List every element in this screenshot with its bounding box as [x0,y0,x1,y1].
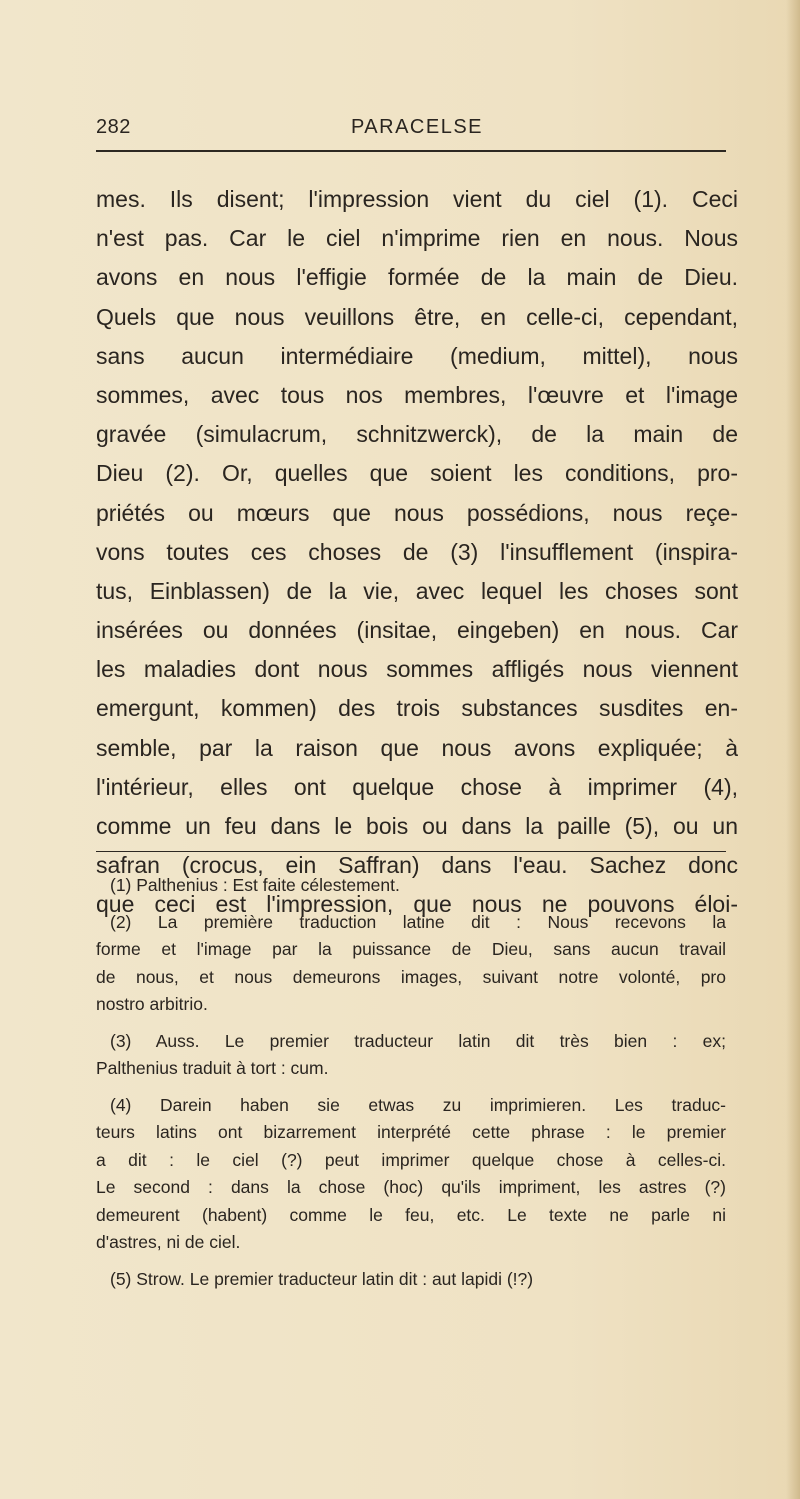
text-line: l'intérieur, elles ont quelque chose à imprimer (4), [96,773,738,800]
text-line: priétés ou mœurs que nous possédions, nous reçe- [96,499,738,526]
text-line: que ceci est l'impression, que nous ne pouvons éloi- [96,891,738,918]
page-header [96,116,738,144]
text-line: avons en nous l'effigie formée de la main de Dieu. [96,264,738,291]
footnote-line: nostro arbitrio. [96,994,208,1014]
footnote-line: teurs latins ont bizarrement interprété cette phrase : le premier [96,1122,726,1142]
footnotes [96,872,726,1302]
footnote-4 [96,1092,726,1257]
text-line: emergunt, kommen) des trois substances susdites en- [96,695,738,722]
footnote-line: Palthenius traduit à tort : cum. [96,1058,329,1078]
footnote-line: Le second : dans la chose (hoc) qu'ils impriment, les astres (?) [96,1177,726,1197]
footnote-line: d'astres, ni de ciel. [96,1232,241,1252]
footnote-line: demeurent (habent) comme le feu, etc. Le texte ne parle ni [96,1204,726,1225]
footnote-line: a dit : le ciel (?) peut imprimer quelque chose à celles-ci. [96,1149,726,1170]
text-line: n'est pas. Car le ciel n'imprime rien en nous. Nous [96,225,738,252]
text-line: insérées ou données (insitae, eingeben) en nous. Car [96,617,738,644]
text-line: sans aucun intermédiaire (medium, mittel), nous [96,342,738,369]
text-line: safran (crocus, ein Saffran) dans l'eau. Sachez donc [96,852,738,879]
footnote-rule [96,851,726,852]
text-line: sommes, avec tous nos membres, l'œuvre et l'image [96,381,738,408]
text-line: mes. Ils disent; l'impression vient du ciel (1). Ceci [96,186,738,212]
text-line: semble, par la raison que nous avons expliquée; à [96,734,738,761]
footnote-line: (5) Strow. Le premier traducteur latin dit : aut lapidi (!?) [110,1268,534,1289]
text-line: comme un feu dans le bois ou dans la paille (5), ou un [96,813,738,839]
text-line: tus, Einblassen) de la vie, avec lequel les choses sont [96,577,738,604]
footnote-1 [96,872,726,900]
page-number: 282 [96,116,131,138]
text-line: Quels que nous veuillons être, en celle-ci, cependant, [96,303,738,330]
footnote-3 [96,1028,726,1083]
header-rule [96,150,726,152]
footnote-2 [96,909,726,1019]
footnote-line: (4) Darein haben sie etwas zu imprimieren. Les traduc- [110,1094,726,1115]
running-title: PARACELSE [350,116,484,138]
footnote-line: (3) Auss. Le premier traducteur latin dit très bien : ex; [110,1030,726,1051]
text-line: gravée (simulacrum, schnitzwerck), de la main de [96,421,738,448]
footnote-line: (1) Palthenius : Est faite célestement. [110,875,400,895]
footnote-5 [96,1266,726,1294]
page-edge-shading [786,0,800,1499]
body-text [96,180,738,925]
text-line: Dieu (2). Or, quelles que soient les conditions, pro- [96,460,738,487]
footnote-line: forme et l'image par la puissance de Dieu, sans aucun travail [96,939,726,959]
text-line: les maladies dont nous sommes affligés nous viennent [96,656,738,683]
book-page [96,0,738,1499]
text-line: vons toutes ces choses de (3) l'insufflement (inspira- [96,538,738,565]
footnote-line: (2) La première traduction latine dit : Nous recevons la [110,911,726,932]
footnote-line: de nous, et nous demeurons images, suivant notre volonté, pro [96,966,726,987]
